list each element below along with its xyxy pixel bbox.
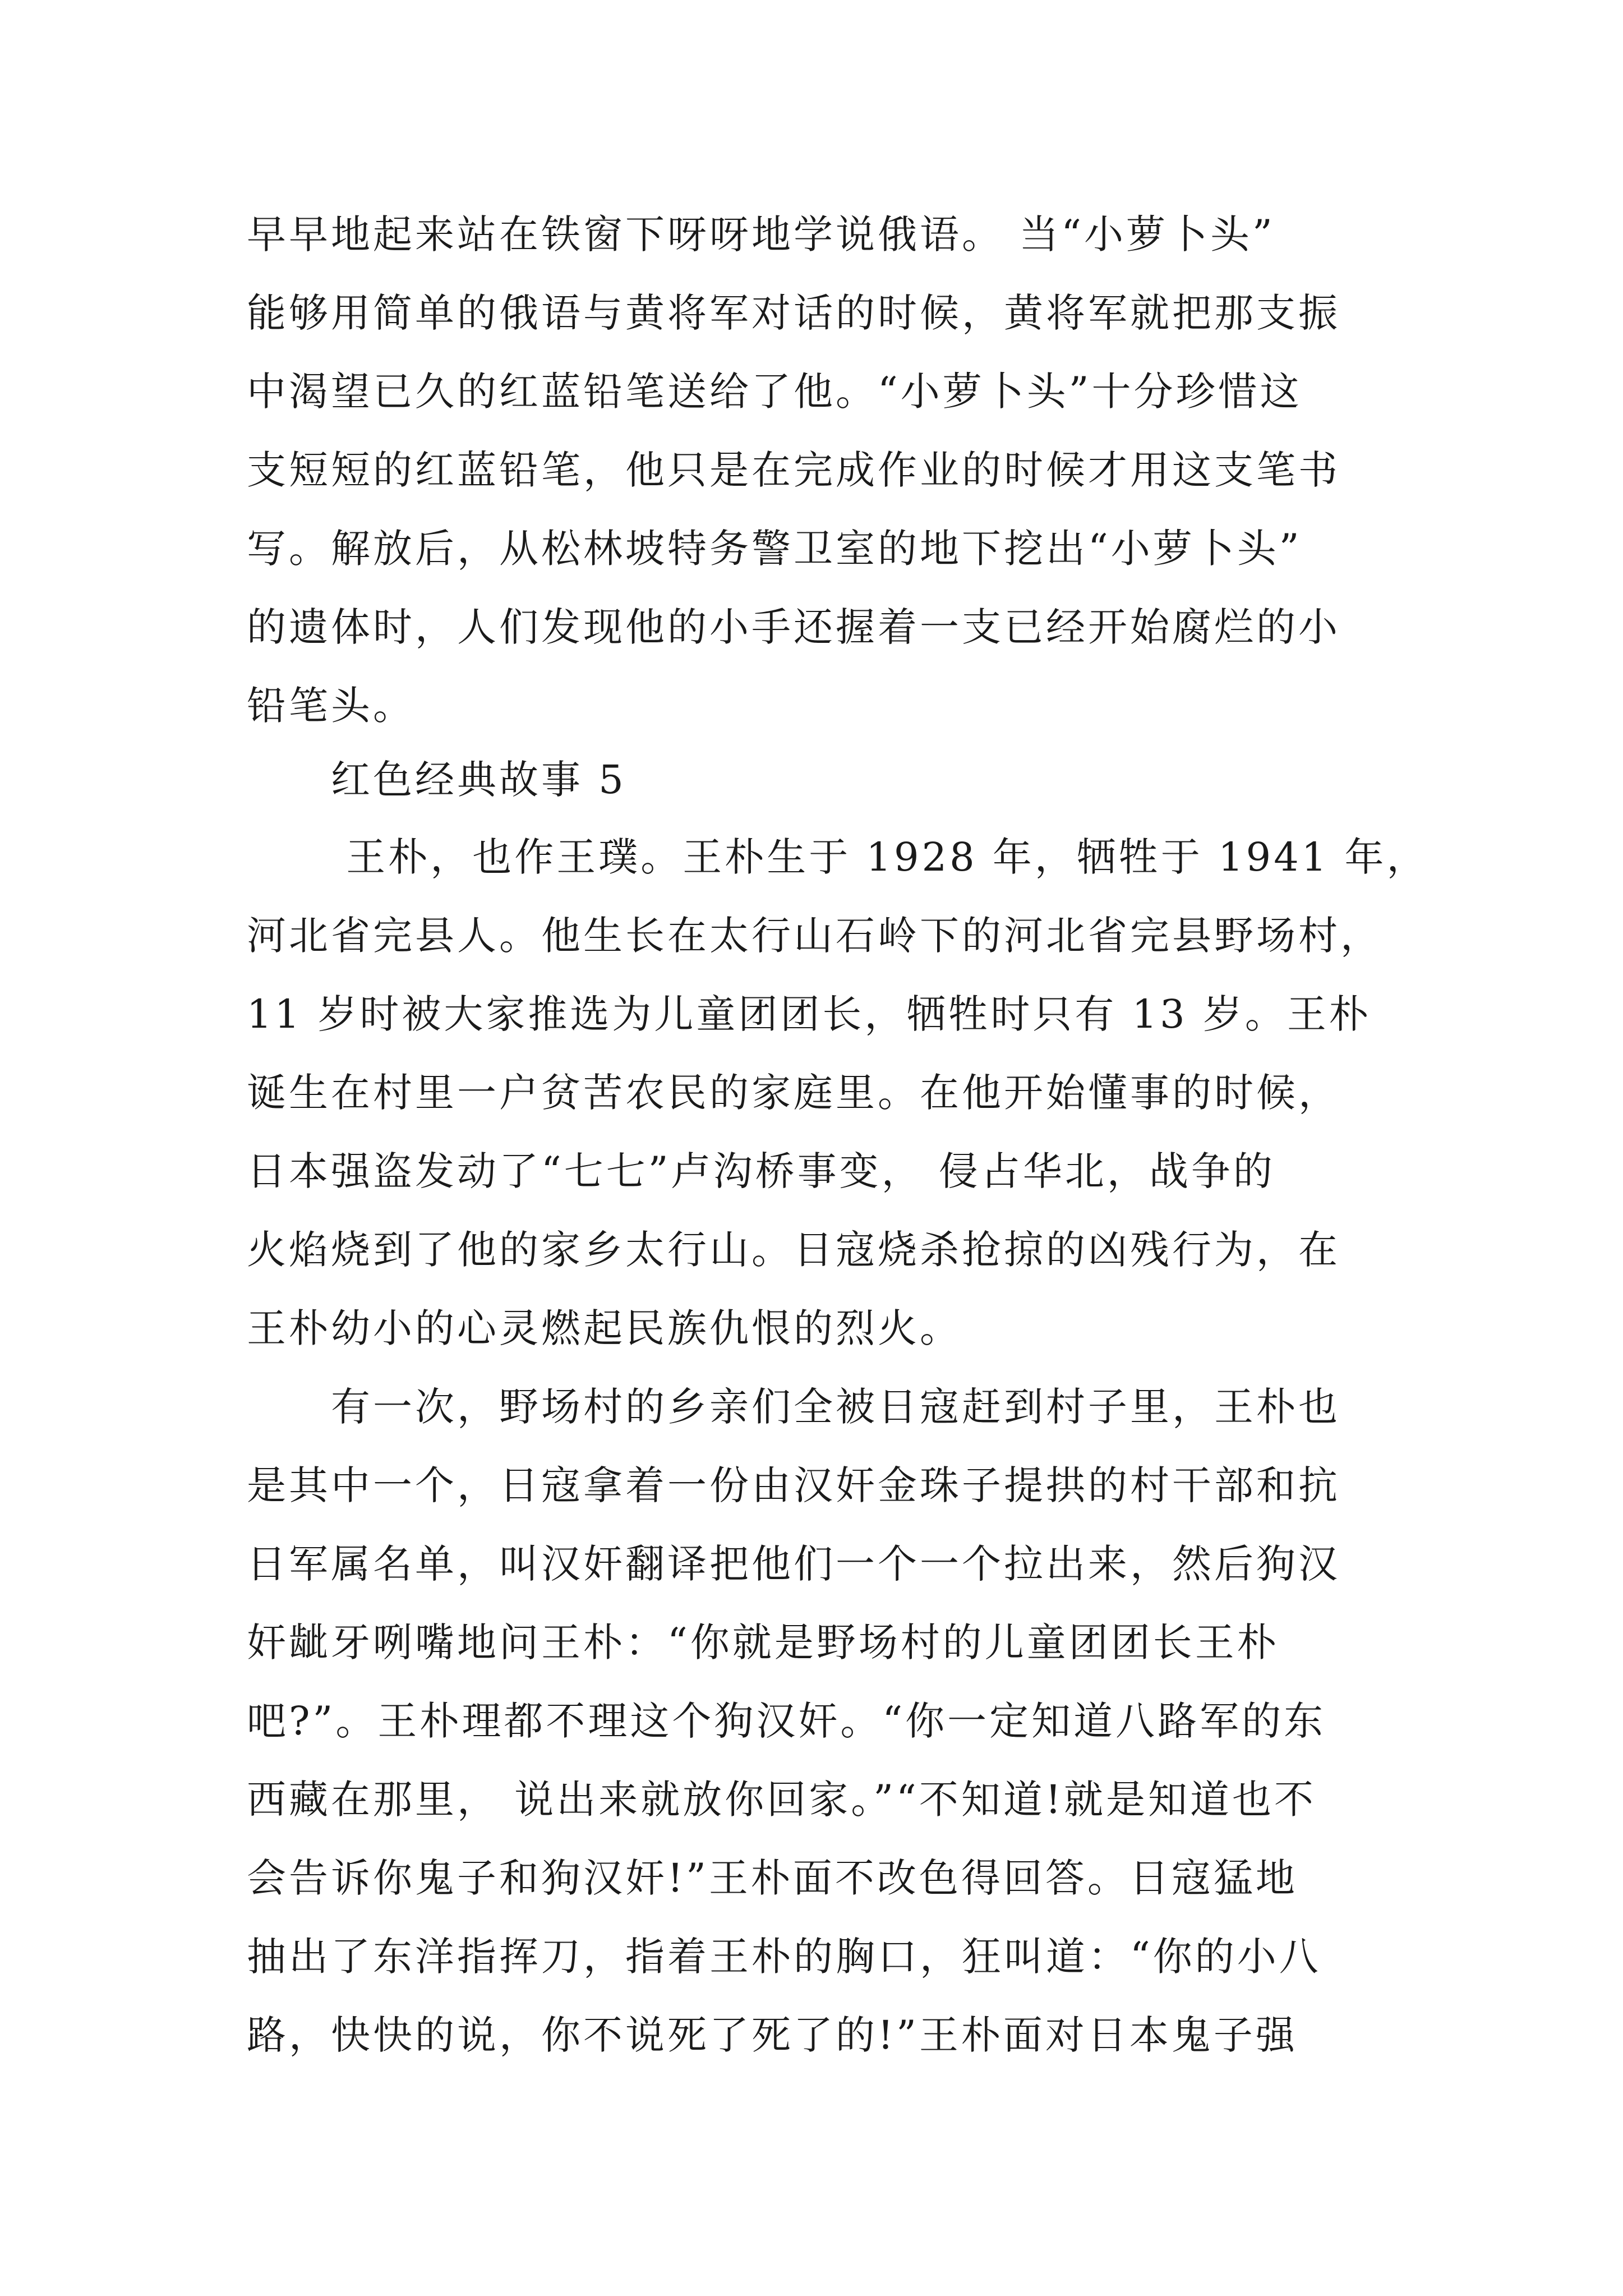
paragraph-3-line: 会告诉你鬼子和狗汉奸!”王朴面不改色得回答。日寇猛地 xyxy=(247,1855,1298,1901)
paragraph-3-line: 路，快快的说，你不说死了死了的!”王朴面对日本鬼子强 xyxy=(247,2012,1298,2058)
paragraph-3-line: 有一次，野场村的乡亲们全被日寇赶到村子里，王朴也 xyxy=(331,1384,1340,1430)
paragraph-1-line: 支短短的红蓝铅笔，他只是在完成作业的时候才用这支笔书 xyxy=(247,447,1340,493)
paragraph-3-line: 奸龇牙咧嘴地问王朴：“你就是野场村的儿童团团长王朴 xyxy=(247,1619,1279,1665)
paragraph-2-line: 日本强盗发动了“七七”卢沟桥事变， 侵占华北，战争的 xyxy=(247,1148,1275,1194)
paragraph-1-line: 写。解放后，从松林坡特务警卫室的地下挖出“小萝卜头” xyxy=(247,526,1302,572)
paragraph-1-line: 能够用简单的俄语与黄将军对话的时候，黄将军就把那支振 xyxy=(247,290,1340,336)
paragraph-2-line: 河北省完县人。他生长在太行山石岭下的河北省完县野场村， xyxy=(247,913,1382,959)
paragraph-1-line: 铅笔头。 xyxy=(247,683,415,729)
paragraph-1-line: 早早地起来站在铁窗下呀呀地学说俄语。 当“小萝卜头” xyxy=(247,211,1275,257)
paragraph-2-line: 王朴，也作王璞。王朴生于 1928 年，牺牲于 1941 年， xyxy=(331,834,1429,880)
paragraph-2-line: 王朴幼小的心灵燃起民族仇恨的烈火。 xyxy=(247,1305,962,1351)
paragraph-3-line: 抽出了东洋指挥刀，指着王朴的胸口，狂叫道：“你的小八 xyxy=(247,1934,1321,1980)
paragraph-2-line: 诞生在村里一户贫苦农民的家庭里。在他开始懂事的时候， xyxy=(247,1070,1340,1116)
paragraph-2-line: 11 岁时被大家推选为儿童团团长，牺牲时只有 13 岁。王朴 xyxy=(247,991,1371,1037)
paragraph-3-line: 吧?”。王朴理都不理这个狗汉奸。“你一定知道八路军的东 xyxy=(247,1698,1326,1744)
paragraph-1-line: 的遗体时，人们发现他的小手还握着一支已经开始腐烂的小 xyxy=(247,604,1340,650)
paragraph-1-line: 中渴望已久的红蓝铅笔送给了他。“小萝卜头”十分珍惜这 xyxy=(247,369,1302,415)
paragraph-3-line: 是其中一个，日寇拿着一份由汉奸金珠子提拱的村干部和抗 xyxy=(247,1462,1340,1508)
section-heading: 红色经典故事 5 xyxy=(331,757,626,803)
paragraph-3-line: 日军属名单，叫汉奸翻译把他们一个一个拉出来，然后狗汉 xyxy=(247,1541,1340,1587)
paragraph-3-line: 西藏在那里， 说出来就放你回家。”“不知道!就是知道也不 xyxy=(247,1777,1316,1823)
paragraph-2-line: 火焰烧到了他的家乡太行山。日寇烧杀抢掠的凶残行为，在 xyxy=(247,1227,1340,1273)
